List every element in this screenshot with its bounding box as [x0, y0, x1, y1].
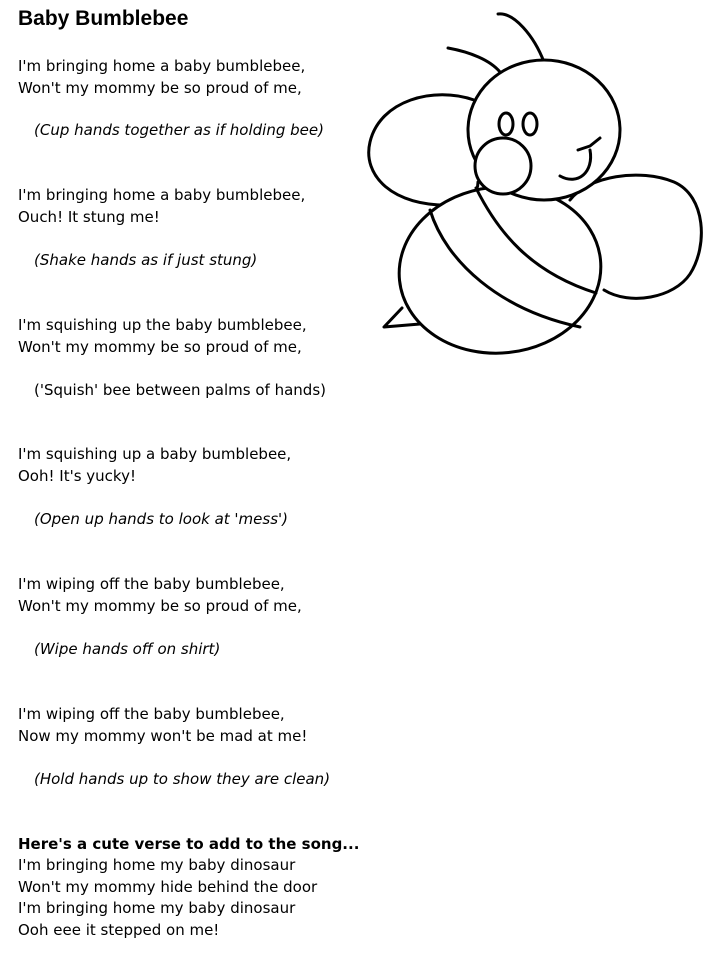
extra-verse-line-4: Ooh eee it stepped on me! [18, 921, 220, 939]
verse-5-instruction: (Wipe hands off on shirt) [34, 640, 221, 658]
antenna-left [448, 48, 500, 72]
verse-3-line-2: Won't my mommy be so proud of me, [18, 338, 302, 356]
verse-6-instruction: (Hold hands up to show they are clean) [34, 770, 331, 788]
verse-3-line-1: I'm squishing up the baby bumblebee, [18, 316, 307, 334]
verse-1-line-2: Won't my mommy be so proud of me, [18, 79, 302, 97]
left-wing [369, 95, 478, 205]
verse-2-line-2: Ouch! It stung me! [18, 208, 160, 226]
verse-6-line-2: Now my mommy won't be mad at me! [18, 727, 308, 745]
extra-verse-line-2: Won't my mommy hide behind the door [18, 878, 318, 896]
bee-nose [475, 138, 531, 194]
verse-2-line-1: I'm bringing home a baby bumblebee, [18, 186, 306, 204]
verse-4-line-2: Ooh! It's yucky! [18, 467, 136, 485]
verse-4-line-1: I'm squishing up a baby bumblebee, [18, 445, 292, 463]
verse-5-line-1: I'm wiping off the baby bumblebee, [18, 575, 285, 593]
antenna-right [498, 14, 544, 62]
verse-1-line-1: I'm bringing home a baby bumblebee, [18, 57, 306, 75]
verse-4-instruction: (Open up hands to look at 'mess') [34, 510, 289, 528]
bumblebee-icon [360, 6, 710, 366]
verse-3-instruction: ('Squish' bee between palms of hands) [34, 381, 326, 399]
verse-5-line-2: Won't my mommy be so proud of me, [18, 597, 302, 615]
extra-verse-line-1: I'm bringing home my baby dinosaur [18, 856, 296, 874]
page-title: Baby Bumblebee [18, 7, 189, 30]
verse-2-instruction: (Shake hands as if just stung) [34, 251, 258, 269]
verse-6-line-1: I'm wiping off the baby bumblebee, [18, 705, 285, 723]
extra-verse-line-3: I'm bringing home my baby dinosaur [18, 899, 296, 917]
verse-1-instruction: (Cup hands together as if holding bee) [34, 121, 324, 139]
extra-verse-heading: Here's a cute verse to add to the song... [18, 835, 360, 853]
